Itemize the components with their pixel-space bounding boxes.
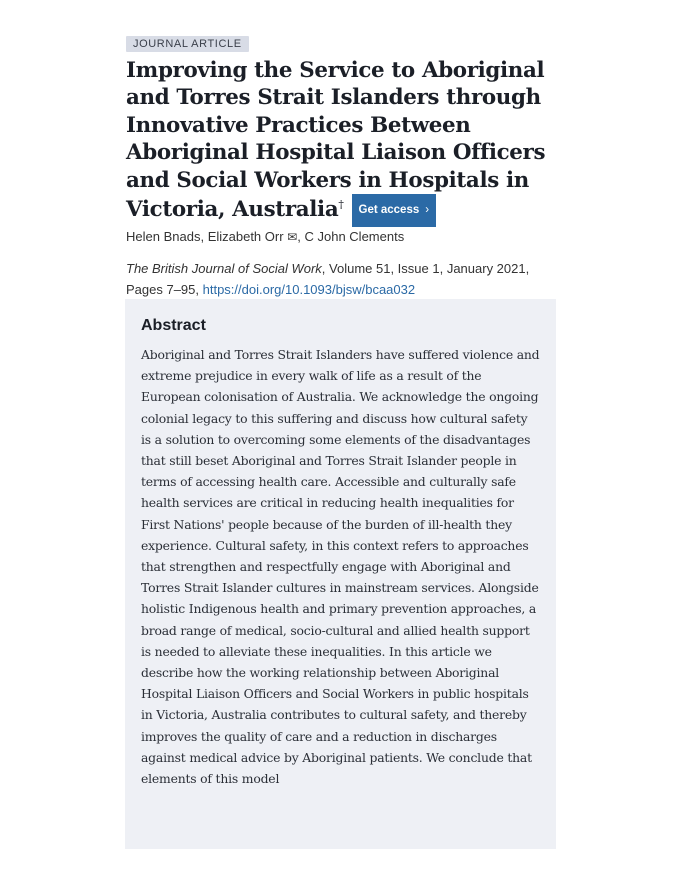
author-link[interactable]: Elizabeth Orr: [207, 229, 284, 245]
abstract-section: [125, 299, 556, 849]
author-list: Helen Bnads, Elizabeth Orr ✉, C John Clements: [126, 229, 405, 245]
title-footnote-marker[interactable]: †: [338, 197, 344, 211]
get-access-label: Get access: [358, 204, 420, 217]
abstract-heading: Abstract: [141, 317, 206, 334]
doi-link[interactable]: https://doi.org/10.1093/bjsw/bcaa032: [202, 282, 416, 298]
article-title: [126, 57, 558, 227]
abstract-text: Aboriginal and Torres Strait Islanders have suffered violence and extreme prejudice in every walk of life as a result of the European colonisation of Australia. We acknowledge the ongoing colonial legacy to this suffering and discuss how cultural safety is a solution to overcoming some elements of the disadvantages that still beset Aboriginal and Torres Strait Islander people in terms of accessing health care. Accessible and culturally safe health services are critical in reducing health inequalities for First Nations' people because of the burden of ill-health they experience. Cultural safety, in this context refers to approaches that strengthen and respectfully engage with Aboriginal and Torres Strait Islander cultures in mainstream services. Alongside holistic Indigenous health and primary prevention approaches, a broad range of medical, socio-cultural and allied health support is needed to alleviate these inequalities. In this article we describe how the working relationship between Aboriginal Hospital Liaison Officers and Social Workers in public hospitals in Victoria, Australia contributes to cultural safety, and thereby improves the quality of care and a reduction in discharges against medical advice by Aboriginal patients. We conclude that elements of this model: [141, 347, 540, 787]
chevron-right-icon: ›: [425, 204, 430, 217]
article-type-badge: JOURNAL ARTICLE: [126, 36, 249, 52]
author-link[interactable]: C John Clements: [304, 229, 405, 245]
article-header: [126, 32, 558, 314]
get-access-button[interactable]: [352, 194, 437, 227]
journal-name: The British Journal of Social Work: [126, 261, 322, 277]
author-link[interactable]: Helen Bnads: [126, 229, 201, 245]
citation-details: , Volume 51, Issue 1, January 2021, Pages 7–95,: [126, 261, 530, 298]
article-title-text: Improving the Service to Aboriginal and Torres Strait Islanders through Innovative Practices Between Aboriginal Hospital Liaison Officers and Social Workers in Hospitals in Victoria, Australia: [126, 58, 546, 223]
envelope-icon[interactable]: ✉: [287, 230, 298, 245]
citation: [126, 258, 558, 300]
